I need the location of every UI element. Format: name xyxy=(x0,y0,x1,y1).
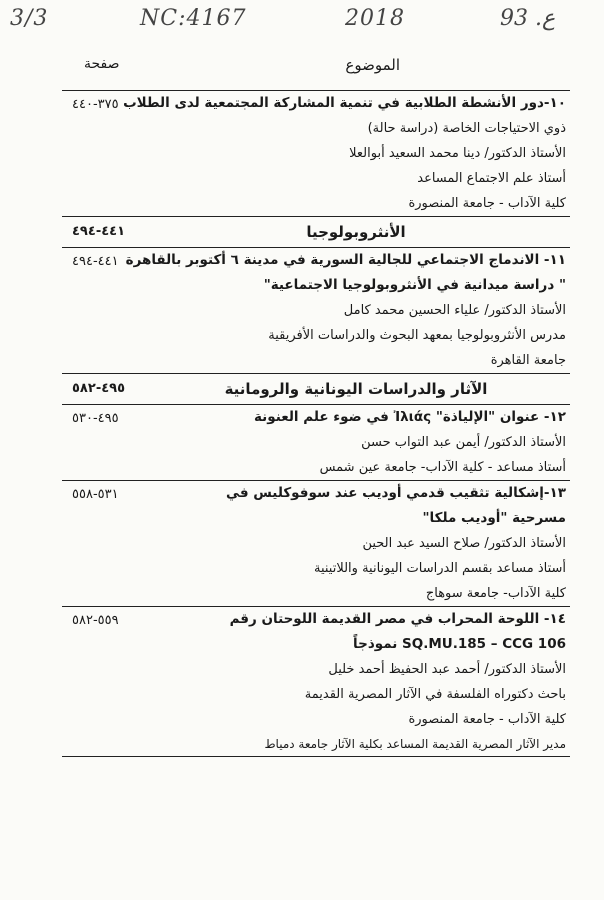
section-page-range: ٤٤١-٤٩٤ xyxy=(72,224,126,239)
toc-entry xyxy=(62,607,570,757)
handwritten-year: 2018 xyxy=(345,6,405,31)
entry-author-line: باحث دكتوراه الفلسفة في الآثار المصرية القديمة xyxy=(304,687,566,702)
section-page-range: ٤٩٥-٥٨٢ xyxy=(72,381,126,396)
page-heading: صفحة xyxy=(84,56,120,72)
handwritten-number: ع. 93 xyxy=(500,6,556,31)
section-title: الآثار والدراسات اليونانية والرومانية xyxy=(224,380,488,398)
entry-title-line: ١٣-إشكالية تثقيب قدمي أوديب عند سوفوكليس في xyxy=(226,485,566,501)
entry-author-line: أستاذ مساعد - كلية الآداب- جامعة عين شمس xyxy=(319,460,566,475)
entry-title-line: " دراسة ميدانية في الأنثروبولوجيا الاجتماعية" xyxy=(263,277,566,293)
entry-author-line: مدرس الأنثروبولوجيا بمعهد البحوث والدراسات الأفريقية xyxy=(268,328,566,343)
entry-page-range: ٥٥٩-٥٨٢ xyxy=(72,613,119,628)
entries-group-a xyxy=(62,91,570,217)
entry-title-line: مسرحية "أوديب ملكا" xyxy=(422,510,566,526)
entry-title-line: ١٤- اللوحة المحراب في مصر القديمة اللوحتان رقم xyxy=(229,611,566,627)
toc-entry xyxy=(62,405,570,481)
handwritten-code: NC:4167 xyxy=(140,6,247,31)
section-anthropology xyxy=(62,217,570,248)
entry-author-line: أستاذ مساعد بقسم الدراسات اليونانية واللاتينية xyxy=(313,561,566,576)
entry-author-line: الأستاذ الدكتور/ علياء الحسين محمد كامل xyxy=(343,303,566,318)
entry-page-range: ٤٩٥-٥٣٠ xyxy=(72,411,119,426)
entry-page-range: ٤٤١-٤٩٤ xyxy=(72,254,119,269)
toc-entry xyxy=(62,248,570,374)
entry-title-line: ١٢- عنوان "الإلياذة" Ἰλιάς في ضوء علم العنونة xyxy=(253,409,566,425)
entry-author-line: كلية الآداب - جامعة المنصورة xyxy=(408,196,566,211)
entry-title-line: SQ.MU.185 – CCG 106 نموذجاً xyxy=(353,636,566,652)
entry-author-line: كلية الآداب - جامعة المنصورة xyxy=(408,712,566,727)
entry-author-line: كلية الآداب- جامعة سوهاج xyxy=(425,586,566,601)
entry-title-line: ١١- الاندماج الاجتماعي للجالية السورية في مدينة ٦ أكتوبر بالقاهرة xyxy=(125,252,566,268)
entry-author-line: مدير الآثار المصرية القديمة المساعد بكلية الآثار جامعة دمياط xyxy=(264,737,566,751)
toc-entry xyxy=(62,481,570,607)
entries-group-b xyxy=(62,248,570,374)
toc-entry xyxy=(62,91,570,217)
handwritten-page-count: 3/3 xyxy=(10,6,49,31)
entry-author-line: جامعة القاهرة xyxy=(490,353,566,368)
entry-author-line: الأستاذ الدكتور/ صلاح السيد عبد الحين xyxy=(362,536,566,551)
entries-group-c xyxy=(62,405,570,757)
section-greek-roman-archaeology xyxy=(62,374,570,405)
entry-title-line: ١٠-دور الأنشطة الطلابية في تنمية المشاركة المجتمعية لدى الطلاب xyxy=(123,95,566,111)
entry-author-line: الأستاذ الدكتور/ دينا محمد السعيد أبوالعلا xyxy=(349,146,566,161)
entry-author-line: ذوي الاحتياجات الخاصة (دراسة حالة) xyxy=(367,121,566,136)
section-title: الأنثروبولوجيا xyxy=(306,223,406,241)
toc-header xyxy=(62,52,570,91)
entry-author-line: الأستاذ الدكتور/ أحمد عبد الحفيظ أحمد خليل xyxy=(328,662,566,677)
entry-author-line: أستاذ علم الاجتماع المساعد xyxy=(417,171,566,186)
entry-author-line: الأستاذ الدكتور/ أيمن عبد التواب حسن xyxy=(361,435,566,450)
topic-heading: الموضوع xyxy=(345,56,400,74)
table-of-contents xyxy=(62,52,570,757)
entry-page-range: ٣٧٥-٤٤٠ xyxy=(72,97,119,112)
entry-page-range: ٥٣١-٥٥٨ xyxy=(72,487,119,502)
